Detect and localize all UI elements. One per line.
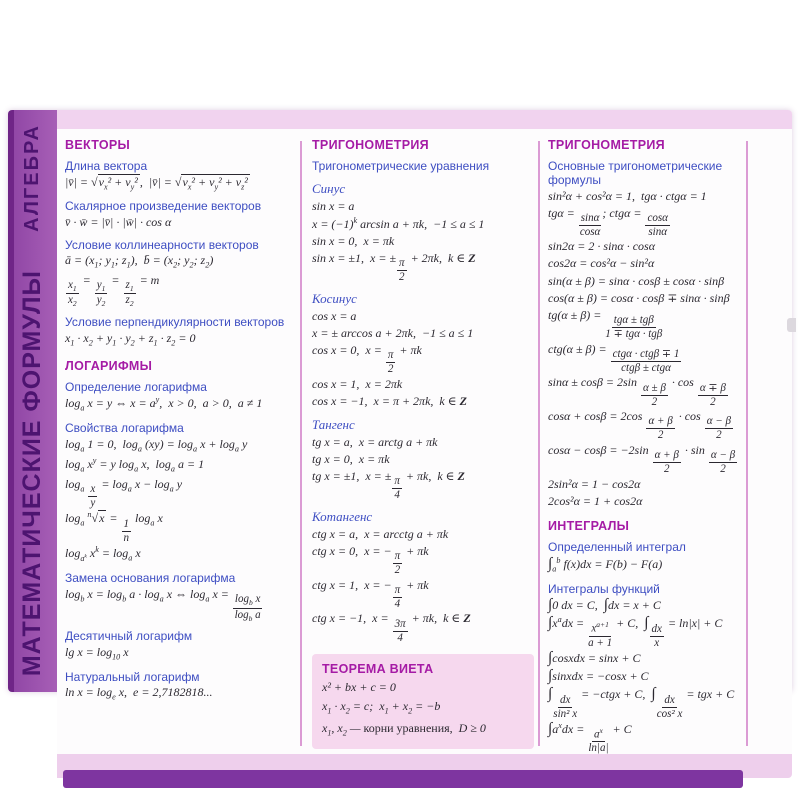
formula-line: ∫0 dx = C, ∫dx = x + C xyxy=(548,596,661,614)
subheading: Определение логарифма xyxy=(65,379,207,394)
formula-line: $\log_{a^k} x^k = \log_a x$ xyxy=(65,545,141,563)
formula-line: sin(α ± β) = sinα · cosβ ± cosα · sinβ xyxy=(548,273,725,288)
subheading: Тригонометрические уравнения xyxy=(312,159,490,173)
formula-line: sin x = ±1, x = ± $\frac{\pi}{2}$ + 2πk, k ∈ Z xyxy=(312,250,476,284)
subheading: Десятичный логарифм xyxy=(65,629,193,644)
subheading-italic: Тангенс xyxy=(312,417,355,433)
formula-line: $\int a^xdx$ = $\frac{a^x}{\ln|a|}$ + C xyxy=(548,720,632,755)
formula-line: tgα = $\frac{\sin\alpha}{\cos\alpha}$ ; ctgα = $\frac{\cos\alpha}{\sin\alpha}$ xyxy=(548,205,668,238)
formula-line: $\log_b x = \log_b a \cdot \log_a x$ ⇔ $\log_a x$ = $\frac{\log_b x}{\log_b a}$ xyxy=(65,586,261,623)
edge-mark xyxy=(787,318,796,332)
formula-card xyxy=(8,110,792,755)
formula-line: $\log_a x = y$ ⇔ $x = a^y$, x > 0, a > 0, a ≠ 1 xyxy=(65,395,263,413)
formula-line: x² + bx + c = 0 xyxy=(322,679,396,694)
formula-line: cos x = 1, x = 2πk xyxy=(312,376,403,391)
formula-line: $\frac{x_1}{x_2}$ = $\frac{y_1}{y_2}$ = $\frac{z_1}{z_2}$ = m xyxy=(68,272,160,309)
formula-line: cos x = 0, x = $\frac{\pi}{2}$ + πk xyxy=(312,342,422,375)
sidebar-title-label: МАТЕМАТИЧЕСКИЕ ФОРМУЛЫ xyxy=(18,269,46,676)
section-header: ТРИГОНОМЕТРИЯ xyxy=(312,138,429,152)
vieta-title: ТЕОРЕМА ВИЕТА xyxy=(322,661,434,676)
section-header: ТРИГОНОМЕТРИЯ xyxy=(548,138,665,152)
formula-line: ∫sinxdx = −cosx + C xyxy=(548,667,649,685)
sidebar-subject-label: АЛГЕБРА xyxy=(21,124,43,232)
formula-line: tg x = a, x = arctg a + πk xyxy=(312,434,438,449)
formula-line: ā = ($x_1$; $y_1$; $z_1$), b̄ = ($x_2$; $y_2$; $z_2$) xyxy=(65,253,214,270)
formula-line: $\log_a 1 = 0$, $\log_a (xy) = \log_a x + \log_a y$ xyxy=(65,436,248,454)
formula-line: x = ± arccos a + 2πk, −1 ≤ a ≤ 1 xyxy=(312,325,474,340)
formula-line: sin²α + cos²α = 1, tgα · ctgα = 1 xyxy=(548,188,707,203)
formula-line: $x_1 \cdot x_2 = c$; $x_1 + x_2 = -b$ xyxy=(322,699,441,716)
formula-line: sin x = a xyxy=(312,198,355,213)
card-main xyxy=(57,110,792,755)
sidebar xyxy=(8,110,57,692)
formula-line: $\log_a$ $\frac{x}{y}$ = $\log_a x - \log_a y$ xyxy=(65,476,183,509)
formula-line: ctg x = 1, x = − $\frac{\pi}{4}$ + πk xyxy=(312,577,429,610)
vieta-box xyxy=(312,654,534,750)
formula-line: $\ln x = \log_e x$, e = 2,7182818... xyxy=(65,685,213,702)
subheading: Скалярное произведение векторов xyxy=(65,199,262,214)
formula-line: $\int x^adx$ = $\frac{x^{a+1}}{a + 1}$ + C, ∫ $\frac{dx}{x}$ = ln|x| + C xyxy=(548,614,723,649)
right-margin xyxy=(748,129,792,754)
subheading: Длина вектора xyxy=(65,159,148,173)
formula-line: |v̄| = $√v_x^2 + v_y^2$ , |v̄| = $√v_x^2 + v_y^2 + v_z^2$ xyxy=(65,174,248,191)
formula-line: ctg x = a, x = arcctg a + πk xyxy=(312,526,449,541)
subheading: Определенный интеграл xyxy=(548,540,686,555)
formula-line: tg x = 0, x = πk xyxy=(312,451,390,466)
formula-line: $\log_a x^y = y$ $\log_a x$, $\log_a a = 1$ xyxy=(65,456,205,474)
subheading: Свойства логарифма xyxy=(65,421,184,436)
column-trig-formulas-integrals xyxy=(540,129,746,754)
section-header: ВЕКТОРЫ xyxy=(65,138,131,152)
formula-line: $\log_a ^n√x$ = $\frac{1}{n}$ $\log_a x$ xyxy=(65,510,163,544)
formula-line: ∫ $\frac{dx}{\text{sin² x}}$ = −ctgx + C, ∫ $\frac{dx}{\text{cos² x}}$ = tgx + C xyxy=(548,685,735,720)
formula-line: sinα ± cosβ = 2sin $\frac{\alpha \pm \beta}{2}$ · cos $\frac{\alpha \mp \beta}{2}$ xyxy=(548,375,726,408)
subheading-italic: Косинус xyxy=(312,291,357,307)
subheading: Натуральный логарифм xyxy=(65,669,200,684)
formula-line: cosα − cosβ = −2sin $\frac{\alpha + \beta}{2}$ · sin $\frac{\alpha - \beta}{2}$ xyxy=(548,442,736,476)
formula-line: ctg x = 0, x = − $\frac{\pi}{2}$ + πk xyxy=(312,543,429,577)
formula-line: ctg(α ± β) = ctgα · ctgβ ∓ 1 ctgβ ± ctgα xyxy=(548,341,680,374)
subheading-italic: Синус xyxy=(312,181,346,196)
subheading: Интегралы функций xyxy=(548,581,660,596)
formula-line: sin2α = 2 · sinα · cosα xyxy=(548,239,655,254)
column-vectors-logarithms xyxy=(65,129,300,754)
formula-line: tg(α ± β) = tgα ± tgβ 1 ∓ tgα · tgβ xyxy=(548,307,663,340)
subheading: Условие перпендикулярности векторов xyxy=(65,315,285,330)
formula-line: v̄ · w̄ = |v̄| · |w̄| · cos α xyxy=(65,214,172,229)
formula-line: 2sin²α = 1 − cos2α xyxy=(548,476,641,491)
formula-line: 2cos²α = 1 + cos2α xyxy=(548,493,643,508)
formula-line: ∫cosxdx = sinx + C xyxy=(548,649,641,667)
subheading: Основные тригонометрические формулы xyxy=(548,159,723,187)
formula-line: ctg x = −1, x = $\frac{3\pi}{4}$ + πk, k ∈ Z xyxy=(312,611,471,644)
formula-line: cos(α ± β) = cosα · cosβ ∓ sinα · sinβ xyxy=(548,290,730,305)
subheading-italic: Котангенс xyxy=(312,509,373,525)
formula-line: $x_1$, $x_2$ — корни уравнения, D ≥ 0 xyxy=(322,721,486,738)
formula-line: $\lg x = \log_{10} x$ xyxy=(65,644,129,662)
top-band xyxy=(57,110,792,129)
subheading: Замена основания логарифма xyxy=(65,571,236,586)
subheading: Условие коллинеарности векторов xyxy=(65,237,259,252)
formula-line: $\int_a^b$ f(x)dx = F(b) − F(a) xyxy=(548,554,663,574)
bottom-card-edge-bar xyxy=(63,770,743,788)
formula-line: cos x = −1, x = π + 2πk, k ∈ Z xyxy=(312,393,467,408)
section-header: ЛОГАРИФМЫ xyxy=(65,358,153,373)
formula-line: tg x = ±1, x = ± $\frac{\pi}{4}$ + πk, k ∈ Z xyxy=(312,468,465,502)
card-content xyxy=(57,129,792,754)
formula-line: $x = (-1)^k$ arcsin a + πk, −1 ≤ a ≤ 1 xyxy=(312,215,485,231)
formula-line: cos2α = cos²α − sin²α xyxy=(548,256,655,271)
section-header: ИНТЕГРАЛЫ xyxy=(548,519,630,534)
formula-line: cos x = a xyxy=(312,308,357,323)
formula-line: sin x = 0, x = πk xyxy=(312,233,395,248)
formula-line: cosα + cosβ = 2cos $\frac{\alpha + \beta}{2}$ · cos $\frac{\alpha - \beta}{2}$ xyxy=(548,409,731,442)
formula-line: $x_1 \cdot x_2 + y_1 \cdot y_2 + z_1 \cdot z_2 = 0$ xyxy=(65,330,196,348)
column-trig-equations xyxy=(302,129,538,754)
